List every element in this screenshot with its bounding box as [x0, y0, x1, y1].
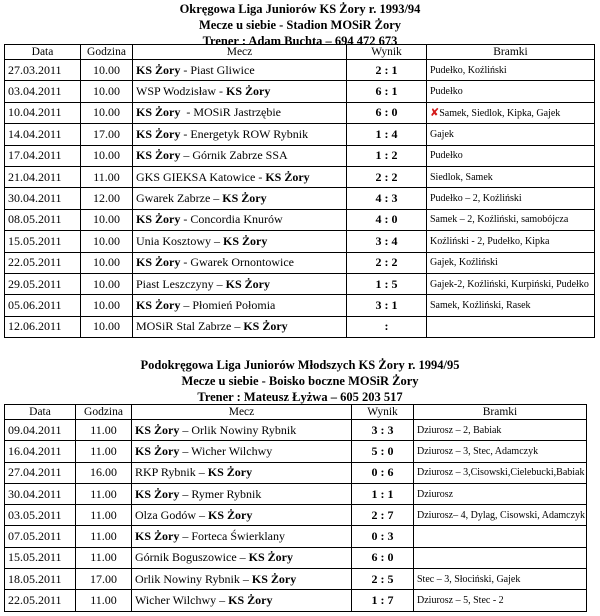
goal-scorers [427, 316, 595, 337]
table-row [5, 526, 587, 547]
match-date: 07.05.2011 [5, 526, 76, 547]
match-teams [133, 231, 347, 252]
match-time: 11.00 [76, 505, 132, 526]
match-score: 6 : 0 [352, 547, 414, 568]
match-time: 10.00 [81, 81, 133, 102]
column-header-match: Mecz [132, 405, 352, 420]
match-time: 10.00 [81, 295, 133, 316]
match-score: 4 : 0 [347, 209, 427, 230]
column-header-date: Data [5, 405, 76, 420]
team-separator: – [213, 276, 226, 291]
goal-scorers-text: Dziurosz – 3, Stec, Adamczyk [417, 445, 539, 457]
goal-scorers [414, 462, 587, 483]
team-separator: – [231, 319, 244, 334]
team-separator: - [216, 84, 227, 99]
section1-title: Okręgowa Liga Juniorów KS Żory r. 1993/94 [179, 2, 421, 16]
table-row [5, 316, 595, 337]
match-teams [133, 188, 347, 209]
away-team: Orlik Nowiny Rybnik [191, 422, 297, 437]
match-teams [133, 145, 347, 166]
section2-header [0, 357, 600, 405]
match-date: 22.05.2011 [5, 252, 81, 273]
goal-scorers [427, 273, 595, 294]
match-score: 1 : 2 [347, 145, 427, 166]
match-time: 11.00 [76, 547, 132, 568]
team-separator: – [195, 507, 208, 522]
away-team: Concordia Knurów [190, 212, 283, 227]
goal-scorers [427, 295, 595, 316]
goal-scorers [414, 441, 587, 462]
team-separator: – [180, 297, 193, 312]
match-date: 30.04.2011 [5, 483, 76, 504]
goal-scorers-text: Samek, Koźliński, Rasek [430, 299, 531, 311]
section1-coach: Trener : Adam Buchta – 694 472 673 [202, 34, 398, 48]
cross-mark-icon: ✘ [430, 107, 440, 120]
match-date: 21.04.2011 [5, 166, 81, 187]
match-teams [132, 505, 352, 526]
table-row [5, 295, 595, 316]
match-score: 2 : 1 [347, 60, 427, 81]
team-separator: - [180, 105, 194, 120]
section1-header [0, 1, 600, 49]
goal-scorers [414, 420, 587, 441]
table-row [5, 252, 595, 273]
goal-scorers-text: Pudełko, Koźliński [430, 64, 507, 76]
match-time: 10.00 [81, 60, 133, 81]
team-separator: – [211, 233, 223, 248]
goal-scorers-text: Pudełko [430, 150, 463, 162]
team-separator: – [179, 529, 192, 544]
match-teams [132, 462, 352, 483]
table-row [5, 569, 587, 590]
match-time: 10.00 [81, 252, 133, 273]
match-teams [132, 526, 352, 547]
team-separator: – [216, 593, 229, 608]
column-header-goals: Bramki [427, 45, 595, 60]
match-teams [133, 81, 347, 102]
column-header-score: Wynik [347, 45, 427, 60]
match-time: 11.00 [76, 483, 132, 504]
table-row [5, 166, 595, 187]
section2-header-row [5, 405, 587, 420]
goal-scorers [414, 569, 587, 590]
match-date: 05.06.2011 [5, 295, 81, 316]
goal-scorers-text: Samek, Siedlok, Kipka, Gajek [439, 108, 561, 120]
match-date: 27.04.2011 [5, 462, 76, 483]
column-header-goals: Bramki [414, 405, 587, 420]
home-team: KS Żory [136, 62, 181, 77]
match-teams [132, 441, 352, 462]
match-score: 0 : 6 [352, 462, 414, 483]
goal-scorers-text: Samek – 2, Koźliński, samobójcza [430, 214, 569, 226]
match-time: 17.00 [76, 569, 132, 590]
table-row [5, 590, 587, 611]
home-team: KS Żory [135, 422, 180, 437]
match-date: 15.05.2011 [5, 547, 76, 568]
goal-scorers-text: Gajek, Koźliński [430, 257, 498, 269]
team-separator: - [255, 169, 266, 184]
match-teams [132, 569, 352, 590]
away-team: KS Żory [223, 233, 268, 248]
goal-scorers-text: Koźliński - 2, Pudełko, Kipka [430, 235, 550, 247]
away-team: KS Żory [225, 276, 270, 291]
section2-subtitle: Mecze u siebie - Boisko boczne MOSiR Żory [181, 374, 419, 388]
match-score: 2 : 2 [347, 166, 427, 187]
table-row [5, 81, 595, 102]
match-score: : [347, 316, 427, 337]
match-time: 12.00 [81, 188, 133, 209]
match-teams [133, 252, 347, 273]
away-team: KS Żory [222, 191, 267, 206]
home-team: WSP Wodzisław [136, 84, 217, 99]
match-time: 10.00 [81, 231, 133, 252]
table-row [5, 209, 595, 230]
home-team: Piast Leszczyny [136, 276, 214, 291]
home-team: KS Żory [136, 148, 181, 163]
goal-scorers-text: Pudełko – 2, Koźliński [430, 193, 522, 205]
column-header-match: Mecz [133, 45, 347, 60]
match-time: 10.00 [81, 102, 133, 123]
match-score: 3 : 4 [347, 231, 427, 252]
column-header-score: Wynik [352, 405, 414, 420]
match-score: 3 : 1 [347, 295, 427, 316]
away-team: Płomień Połomia [192, 297, 276, 312]
team-separator: - [180, 126, 191, 141]
match-score: 4 : 3 [347, 188, 427, 209]
column-header-time: Godzina [81, 45, 133, 60]
team-separator: – [180, 148, 193, 163]
table-row [5, 145, 595, 166]
goal-scorers-text: Gajek-2, Koźliński, Kurpiński, Pudełko [430, 278, 589, 290]
goal-scorers [427, 102, 595, 123]
section1-table [4, 44, 595, 338]
goal-scorers [427, 124, 595, 145]
home-team: Górnik Boguszowice [135, 550, 237, 565]
match-time: 16.00 [76, 462, 132, 483]
match-score: 2 : 7 [352, 505, 414, 526]
match-time: 10.00 [81, 209, 133, 230]
away-team: KS Żory [207, 465, 253, 480]
team-separator: - [180, 62, 191, 77]
away-team: Wicher Wilchwy [191, 443, 273, 458]
team-separator: – [236, 550, 249, 565]
table-row [5, 124, 595, 145]
match-date: 03.05.2011 [5, 505, 76, 526]
goal-scorers-text: Dziurosz – 3,Cisowski,Cielebucki,Babiak [417, 467, 585, 479]
away-team: Forteca Świerklany [191, 529, 285, 544]
match-score: 3 : 3 [352, 420, 414, 441]
match-time: 10.00 [81, 273, 133, 294]
section2-table [4, 404, 587, 612]
team-separator: – [195, 465, 208, 480]
team-separator: – [179, 443, 192, 458]
away-team: Gwarek Ornontowice [190, 255, 294, 270]
goal-scorers [414, 526, 587, 547]
home-team: Wicher Wilchwy [135, 593, 217, 608]
match-date: 17.04.2011 [5, 145, 81, 166]
goal-scorers [414, 483, 587, 504]
match-score: 2 : 2 [347, 252, 427, 273]
goal-scorers-text: Stec – 3, Słociński, Gajek [417, 573, 521, 585]
match-teams [133, 209, 347, 230]
match-teams [132, 483, 352, 504]
section1-rows [5, 60, 595, 338]
match-time: 10.00 [81, 145, 133, 166]
match-score: 1 : 4 [347, 124, 427, 145]
column-header-time: Godzina [76, 405, 132, 420]
away-team: KS Żory [226, 84, 271, 99]
away-team: KS Żory [207, 507, 253, 522]
section2-coach: Trener : Mateusz Łyżwa – 605 203 517 [197, 390, 403, 404]
table-row [5, 273, 595, 294]
table-row [5, 547, 587, 568]
home-team: MOSiR Stal Zabrze [136, 319, 232, 334]
away-team: KS Żory [243, 319, 288, 334]
goal-scorers [427, 231, 595, 252]
team-separator: – [239, 571, 252, 586]
section1-subtitle: Mecze u siebie - Stadion MOSiR Żory [198, 18, 402, 32]
match-teams [133, 316, 347, 337]
table-row [5, 102, 595, 123]
match-time: 11.00 [76, 590, 132, 611]
away-team: MOSiR Jastrzębie [193, 105, 281, 120]
match-teams [133, 273, 347, 294]
goal-scorers-text: Siedlok, Samek [430, 171, 493, 183]
column-header-date: Data [5, 45, 81, 60]
home-team: Olza Godów [135, 507, 196, 522]
match-score: 2 : 5 [352, 569, 414, 590]
match-date: 22.05.2011 [5, 590, 76, 611]
goal-scorers-text: Gajek [430, 128, 454, 140]
match-teams [133, 124, 347, 145]
match-teams [133, 166, 347, 187]
match-date: 10.04.2011 [5, 102, 81, 123]
match-teams [132, 547, 352, 568]
match-time: 11.00 [81, 166, 133, 187]
away-team: KS Żory [251, 571, 297, 586]
goal-scorers-text: Pudełko [430, 86, 463, 98]
match-score: 1 : 5 [347, 273, 427, 294]
home-team: KS Żory [135, 529, 180, 544]
section2-rows [5, 420, 587, 612]
goal-scorers-text: Dziurosz – 5, Stec - 2 [417, 595, 504, 607]
match-score: 6 : 1 [347, 81, 427, 102]
match-teams [132, 590, 352, 611]
table-row [5, 505, 587, 526]
away-team: Rymer Rybnik [191, 486, 262, 501]
table-row [5, 188, 595, 209]
match-teams [133, 102, 347, 123]
away-team: KS Żory [265, 169, 310, 184]
home-team: KS Żory [135, 443, 180, 458]
match-date: 27.03.2011 [5, 60, 81, 81]
match-score: 0 : 3 [352, 526, 414, 547]
match-time: 11.00 [76, 526, 132, 547]
home-team: KS Żory [135, 486, 180, 501]
goal-scorers [414, 505, 587, 526]
table-row [5, 231, 595, 252]
match-teams [133, 60, 347, 81]
goal-scorers-text: Dziurosz – 2, Babiak [417, 424, 502, 436]
goal-scorers [414, 547, 587, 568]
match-time: 10.00 [81, 316, 133, 337]
match-date: 08.05.2011 [5, 209, 81, 230]
home-team: Gwarek Zabrze [136, 191, 211, 206]
match-teams [132, 420, 352, 441]
away-team: Energetyk ROW Rybnik [190, 126, 309, 141]
goal-scorers-text: Dziurosz– 4, Dylag, Cisowski, Adamczyk [417, 509, 586, 521]
table-row [5, 483, 587, 504]
team-separator: – [179, 486, 192, 501]
home-team: Unia Kosztowy [136, 233, 211, 248]
away-team: KS Żory [248, 550, 293, 565]
match-date: 14.04.2011 [5, 124, 81, 145]
match-date: 30.04.2011 [5, 188, 81, 209]
goal-scorers [427, 188, 595, 209]
match-date: 09.04.2011 [5, 420, 76, 441]
goal-scorers [427, 81, 595, 102]
team-separator: - [180, 212, 191, 227]
section1-header-row [5, 45, 595, 60]
home-team: RKP Rybnik [135, 465, 196, 480]
table-row [5, 441, 587, 462]
match-score: 5 : 0 [352, 441, 414, 462]
match-score: 6 : 0 [347, 102, 427, 123]
goal-scorers [427, 60, 595, 81]
match-date: 03.04.2011 [5, 81, 81, 102]
match-time: 17.00 [81, 124, 133, 145]
home-team: KS Żory [136, 297, 181, 312]
match-date: 29.05.2011 [5, 273, 81, 294]
match-date: 18.05.2011 [5, 569, 76, 590]
home-team: KS Żory [136, 212, 181, 227]
match-score: 1 : 1 [352, 483, 414, 504]
home-team: Orlik Nowiny Rybnik [135, 571, 240, 586]
match-time: 11.00 [76, 441, 132, 462]
away-team: Górnik Zabrze SSA [192, 148, 288, 163]
home-team: KS Żory [136, 126, 181, 141]
match-date: 16.04.2011 [5, 441, 76, 462]
away-team: Piast Gliwice [190, 62, 255, 77]
goal-scorers [414, 590, 587, 611]
goal-scorers [427, 145, 595, 166]
goal-scorers [427, 209, 595, 230]
home-team: KS Żory [136, 105, 181, 120]
home-team: GKS GIEKSA Katowice [136, 169, 256, 184]
match-date: 12.06.2011 [5, 316, 81, 337]
match-time: 11.00 [76, 420, 132, 441]
match-score: 1 : 7 [352, 590, 414, 611]
home-team: KS Żory [136, 255, 181, 270]
table-row [5, 420, 587, 441]
goal-scorers [427, 252, 595, 273]
team-separator: – [210, 191, 223, 206]
match-date: 15.05.2011 [5, 231, 81, 252]
section2-title: Podokręgowa Liga Juniorów Młodszych KS Żory r. 1994/95 [140, 358, 460, 372]
goal-scorers-text: Dziurosz [417, 488, 454, 500]
team-separator: - [180, 255, 191, 270]
table-row [5, 60, 595, 81]
table-row [5, 462, 587, 483]
away-team: KS Żory [228, 593, 273, 608]
goal-scorers [427, 166, 595, 187]
match-teams [133, 295, 347, 316]
team-separator: – [179, 422, 192, 437]
